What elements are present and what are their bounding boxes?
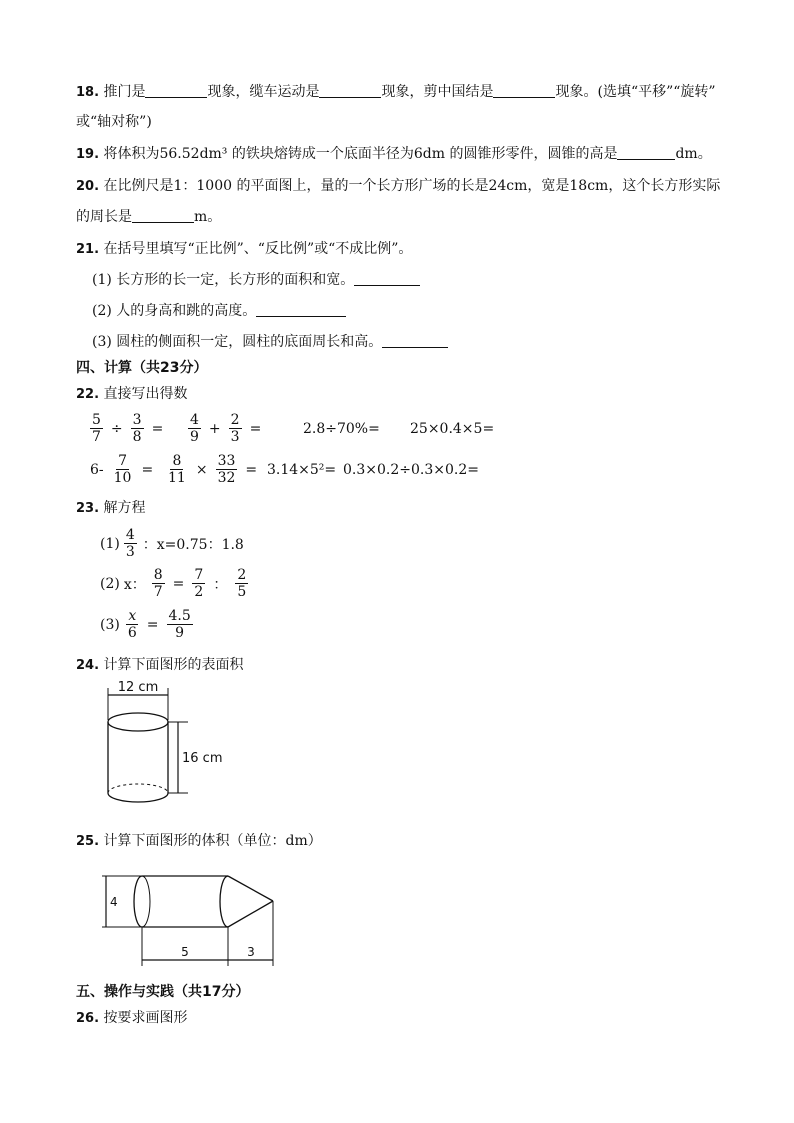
question-number: 20. (76, 179, 100, 194)
question-number: 18. (76, 85, 100, 100)
question-text: 现象，剪中国结是 (381, 84, 494, 100)
item-text: (3) 圆柱的侧面积一定，圆柱的底面周长和高。 (92, 334, 383, 350)
question-text: 直接写出得数 (103, 386, 188, 402)
answer-blank[interactable] (382, 333, 448, 348)
cone-top-edge (228, 876, 273, 901)
item-text: (2) 人的身高和跳的高度。 (92, 303, 257, 319)
fraction: $\frac{8}{7}$ (153, 567, 163, 600)
question-text: 在括号里填写“正比例”、“反比例”或“不成比例”。 (103, 241, 413, 257)
question-number: 22. (76, 387, 100, 402)
answer-blank[interactable] (319, 83, 381, 98)
fraction: $\frac{33}{32}$ (217, 453, 236, 486)
question-text: 解方程 (103, 500, 146, 516)
fraction: $\frac{4.5}{9}$ (168, 608, 191, 641)
question-text: 按要求画图形 (103, 1010, 188, 1026)
cylinder-cone-figure (96, 868, 286, 968)
section-4-heading: 四、计算（共23分） (76, 360, 208, 376)
operator: × (195, 461, 208, 478)
cylinder-left-end-back (142, 876, 150, 927)
cone-bottom-edge (228, 901, 273, 927)
question-18 (76, 83, 716, 102)
cylinder-left-end (134, 876, 142, 927)
cylinder-length-label: 5 (181, 945, 189, 959)
question-21 (76, 240, 412, 259)
answer-blank[interactable] (145, 83, 207, 98)
answer-blank[interactable] (256, 302, 346, 317)
question-text: m。 (194, 209, 222, 225)
fraction: $\frac{7}{2}$ (194, 567, 204, 600)
question-22 (76, 385, 187, 404)
calc-7: 3.14×5²= (267, 462, 337, 478)
question-number: 19. (76, 147, 100, 162)
answer-blank[interactable] (354, 271, 420, 286)
fraction: $\frac{5}{7}$ (92, 412, 101, 445)
question-26 (76, 1009, 187, 1028)
item-text: (1) 长方形的长一定，长方形的面积和宽。 (92, 272, 355, 288)
question-20-cont (76, 208, 221, 226)
diameter-label: 12 cm (117, 680, 159, 695)
height-label: 16 cm (182, 751, 223, 766)
question-number: 26. (76, 1011, 100, 1026)
equation-label: (3) (100, 616, 120, 633)
question-text: 现象，缆车运动是 (207, 84, 320, 100)
operator: ÷ (110, 420, 123, 437)
question-text: 或“轴对称”) (76, 114, 152, 130)
question-number: 21. (76, 242, 100, 257)
question-21-item-1 (92, 271, 420, 289)
question-text: 现象。(选填“平移”“旋转” (555, 84, 716, 100)
question-21-item-2 (92, 302, 346, 320)
question-text: 计算下面图形的体积（单位：dm） (103, 833, 322, 849)
equation-3 (100, 608, 195, 641)
answer-blank[interactable] (132, 208, 194, 223)
fraction: $\frac{8}{11}$ (168, 453, 186, 486)
calc-6 (164, 453, 263, 486)
cone-length-label: 3 (247, 945, 255, 959)
equation-label: (2) (100, 575, 120, 592)
cylinder-figure (96, 680, 236, 810)
calc-8: 0.3×0.2÷0.3×0.2= (343, 462, 479, 478)
fraction: $\frac{7}{10}$ (113, 453, 132, 486)
equation-text: ：x=0.75：1.8 (142, 536, 244, 553)
calc-1 (88, 412, 169, 445)
equals: = (146, 616, 159, 633)
operand: 6- (90, 461, 104, 478)
equals: = (172, 575, 185, 592)
cylinder-bottom-hidden (108, 784, 168, 793)
question-number: 25. (76, 834, 100, 849)
equation-1 (100, 527, 244, 560)
calc-3: 2.8÷70%= (303, 421, 380, 437)
fraction: $\frac{4}{3}$ (125, 527, 135, 560)
operator: ： (213, 576, 228, 593)
section-5-heading: 五、操作与实践（共17分） (76, 984, 250, 1000)
question-19 (76, 145, 712, 164)
calc-5 (90, 453, 159, 486)
fraction: $\frac{3}{8}$ (132, 412, 142, 445)
operator: + (208, 420, 221, 437)
cylinder-top-ellipse (108, 713, 168, 731)
question-text: 计算下面图形的表面积 (103, 657, 244, 673)
answer-blank[interactable] (493, 83, 555, 98)
equation-label: (1) (100, 535, 120, 552)
fraction: $\frac{4}{9}$ (190, 412, 199, 445)
question-text: 将体积为56.52dm³ 的铁块熔铸成一个底面半径为6dm 的圆锥形零件，圆锥的高是 (103, 146, 618, 162)
fraction: $\frac{2}{5}$ (237, 567, 247, 600)
answer-blank[interactable] (617, 145, 675, 160)
question-23 (76, 499, 145, 518)
calc-2 (186, 412, 267, 445)
equals: = (141, 461, 154, 478)
question-25 (76, 832, 322, 851)
diameter-label: 4 (110, 895, 118, 909)
question-text: 推门是 (103, 84, 146, 100)
question-24 (76, 656, 243, 675)
equation-text: x： (123, 576, 146, 593)
cylinder-bottom-front (108, 793, 168, 802)
calc-4: 25×0.4×5= (410, 421, 495, 437)
equals: = (245, 461, 258, 478)
question-text: 的周长是 (76, 209, 132, 225)
fraction: $\frac{x}{6}$ (127, 608, 137, 641)
cylinder-cone-joint (220, 876, 228, 927)
question-text: 在比例尺是1：1000 的平面图上，量的一个长方形广场的长是24cm，宽是18cm，这个长方形实际 (103, 178, 721, 194)
equals: = (249, 420, 262, 437)
question-number: 24. (76, 658, 100, 673)
fraction: $\frac{2}{3}$ (230, 412, 240, 445)
question-number: 23. (76, 501, 100, 516)
question-21-item-3 (92, 333, 448, 351)
question-18-cont (76, 113, 152, 131)
equals: = (151, 420, 164, 437)
question-20 (76, 177, 720, 196)
question-text: dm。 (675, 146, 712, 162)
equation-2 (100, 567, 250, 600)
